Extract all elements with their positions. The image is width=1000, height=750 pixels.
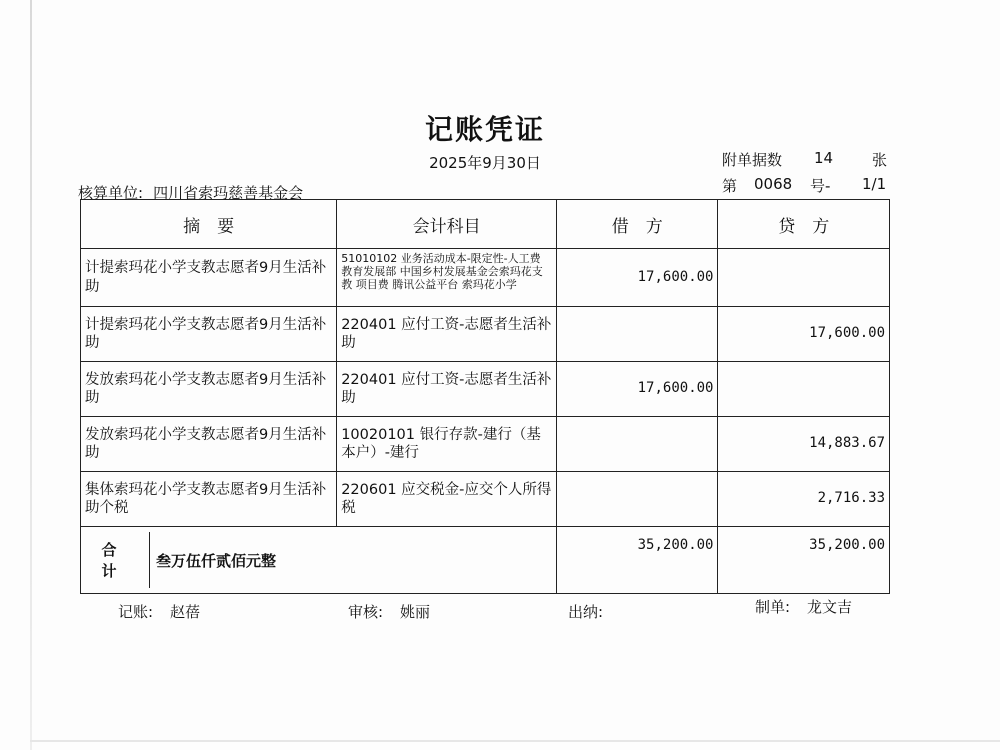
entry-credit: 17,600.00 <box>718 307 890 362</box>
entry-account: 10020101 银行存款-建行（基本户）-建行 <box>337 417 557 472</box>
scan-edge-bottom <box>30 740 1000 742</box>
entry-account: 220401 应付工资-志愿者生活补助 <box>337 307 557 362</box>
entry-summary: 发放索玛花小学支教志愿者9月生活补助 <box>81 417 337 472</box>
voucher-number-value: 0068 <box>754 175 793 193</box>
entry-summary: 集体索玛花小学支教志愿者9月生活补助个税 <box>81 472 337 527</box>
header-summary: 摘 要 <box>81 200 337 249</box>
reviewer-label: 审核: <box>348 603 384 621</box>
entry-credit <box>718 362 890 417</box>
entry-account: 220601 应交税金-应交个人所得税 <box>337 472 557 527</box>
reviewer-name: 姚丽 <box>400 603 431 621</box>
scan-edge-left <box>30 0 32 750</box>
table-row <box>81 472 890 527</box>
header-account: 会计科目 <box>337 200 557 249</box>
preparer-name: 龙文吉 <box>807 598 853 616</box>
total-amount-in-words: 叁万伍仟贰佰元整 <box>156 551 277 570</box>
attachments-number: 14 <box>814 149 834 167</box>
entry-debit <box>557 307 718 362</box>
cashier-label: 出纳: <box>568 603 604 621</box>
entry-summary: 计提索玛花小学支教志愿者9月生活补助 <box>81 249 337 307</box>
accounting-unit-name: 四川省索玛慈善基金会 <box>153 184 304 202</box>
entry-credit: 2,716.33 <box>718 472 890 527</box>
entry-debit <box>557 417 718 472</box>
total-credit: 35,200.00 <box>718 527 890 594</box>
voucher-number-suffix: 号- <box>810 177 831 195</box>
header-debit: 借 方 <box>557 200 718 249</box>
entry-debit: 17,600.00 <box>557 249 718 307</box>
bookkeeper-name: 赵蓓 <box>170 603 201 621</box>
voucher-title: 记账凭证 <box>424 113 545 146</box>
entry-account: 51010102 业务活动成本-限定性-人工费 教育发展部 中国乡村发展基金会索玛花支教 项目费 腾讯公益平台 索玛花小学 <box>337 249 557 307</box>
table-header-row <box>81 200 890 249</box>
attachments-label: 附单据数 <box>722 151 783 169</box>
entry-summary: 计提索玛花小学支教志愿者9月生活补助 <box>81 307 337 362</box>
attachments-count <box>722 149 892 169</box>
attachments-unit: 张 <box>872 151 888 169</box>
table-row <box>81 249 890 307</box>
bookkeeper-label: 记账: <box>118 603 154 621</box>
voucher-number <box>722 175 892 195</box>
entry-account: 220401 应付工资-志愿者生活补助 <box>337 362 557 417</box>
header-credit: 贷 方 <box>718 200 890 249</box>
voucher-page-number: 1/1 <box>862 175 887 193</box>
voucher-table <box>80 199 890 594</box>
voucher-number-prefix: 第 <box>722 177 738 195</box>
total-label-cell <box>81 527 557 594</box>
entry-debit: 17,600.00 <box>557 362 718 417</box>
total-debit: 35,200.00 <box>557 527 718 594</box>
accounting-unit-label: 核算单位: <box>78 184 144 202</box>
signature-footer <box>0 598 1000 625</box>
table-row <box>81 362 890 417</box>
total-label: 合 计 <box>101 541 129 580</box>
entry-summary: 发放索玛花小学支教志愿者9月生活补助 <box>81 362 337 417</box>
entry-credit <box>718 249 890 307</box>
preparer-label: 制单: <box>755 598 791 616</box>
table-row <box>81 307 890 362</box>
voucher-date: 2025年9月30日 <box>429 154 541 172</box>
entry-debit <box>557 472 718 527</box>
total-row <box>81 527 890 594</box>
entry-credit: 14,883.67 <box>718 417 890 472</box>
table-row <box>81 417 890 472</box>
